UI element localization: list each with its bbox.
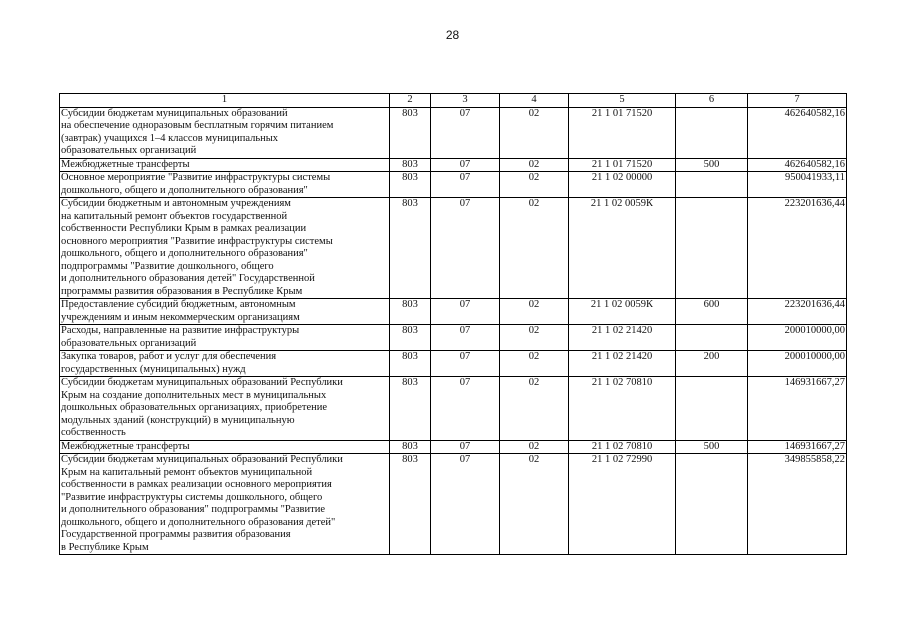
description-line: программы развития образования в Республике Крым [61, 285, 303, 297]
table-row [60, 158, 847, 172]
code-section: 07 [431, 325, 500, 351]
row-amount: 200010000,00 [748, 351, 847, 377]
description-line: Крым на создание дополнительных мест в муниципальных [61, 389, 327, 401]
description-line: и дополнительного образования" подпрограммы "Развитие [61, 504, 326, 515]
code-section: 07 [431, 440, 500, 454]
code-expense-type [676, 198, 748, 299]
code-ministry: 803 [390, 377, 431, 441]
table-row [60, 454, 847, 555]
description-line: Расходы, направленные на развитие инфраструктуры [61, 325, 300, 336]
description-line: дошкольного, общего и дополнительного образования" [61, 248, 308, 259]
row-amount: 146931667,27 [748, 440, 847, 454]
row-description [60, 325, 390, 351]
code-subsection: 02 [500, 299, 569, 325]
description-line: учреждениям и иным некоммерческим организациям [61, 311, 300, 323]
table-row [60, 172, 847, 198]
code-expense-type [676, 377, 748, 441]
code-target-article: 21 1 02 70810 [569, 440, 676, 454]
description-line: и дополнительного образования детей" Государственной [61, 273, 315, 284]
description-line: дошкольного, общего и дополнительного образования детей" [61, 516, 336, 528]
code-target-article: 21 1 01 71520 [569, 158, 676, 172]
description-line: "Развитие инфраструктуры системы дошкольного, общего [61, 491, 323, 503]
code-subsection: 02 [500, 325, 569, 351]
row-description [60, 440, 390, 454]
code-section: 07 [431, 198, 500, 299]
description-line: в Республике Крым [61, 541, 149, 553]
description-line: на обеспечение одноразовым бесплатным горячим питанием [61, 120, 334, 131]
code-expense-type: 600 [676, 299, 748, 325]
row-description [60, 351, 390, 377]
code-ministry: 803 [390, 299, 431, 325]
row-description [60, 107, 390, 158]
code-ministry: 803 [390, 454, 431, 555]
code-subsection: 02 [500, 440, 569, 454]
description-line: собственности в рамках реализации основного мероприятия [61, 479, 332, 490]
code-expense-type: 200 [676, 351, 748, 377]
description-line: дошкольных образовательных организациях, приобретение [61, 402, 328, 413]
row-amount: 200010000,00 [748, 325, 847, 351]
row-amount: 950041933,11 [748, 172, 847, 198]
code-section: 07 [431, 172, 500, 198]
description-line: (завтрак) учащихся 1–4 классов муниципальных [61, 132, 279, 144]
description-line: собственность [61, 427, 126, 438]
code-section: 07 [431, 299, 500, 325]
code-ministry: 803 [390, 440, 431, 454]
description-line: дошкольного, общего и дополнительного образования" [61, 184, 308, 196]
table-row [60, 299, 847, 325]
table-row [60, 440, 847, 454]
code-subsection: 02 [500, 172, 569, 198]
code-ministry: 803 [390, 172, 431, 198]
table-row [60, 325, 847, 351]
description-line: Государственной программы развития образования [61, 529, 291, 540]
description-line: образовательных организаций [61, 145, 197, 156]
code-ministry: 803 [390, 351, 431, 377]
code-ministry: 803 [390, 107, 431, 158]
code-target-article: 21 1 02 21420 [569, 351, 676, 377]
column-header-2: 2 [390, 94, 431, 108]
table-row [60, 351, 847, 377]
description-line: модульных зданий (конструкций) в муниципальную [61, 414, 295, 426]
column-header-4: 4 [500, 94, 569, 108]
description-line: Субсидии бюджетам муниципальных образований Республики [61, 454, 343, 465]
code-section: 07 [431, 351, 500, 377]
description-line: основного мероприятия "Развитие инфраструктуры системы [61, 235, 333, 247]
code-target-article: 21 1 02 0059К [569, 299, 676, 325]
description-line: подпрограммы "Развитие дошкольного, общего [61, 260, 274, 272]
code-section: 07 [431, 454, 500, 555]
table-row [60, 377, 847, 441]
page-number: 28 [445, 28, 460, 42]
code-section: 07 [431, 377, 500, 441]
description-line: Крым на капитальный ремонт объектов муниципальной [61, 466, 313, 478]
description-line: на капитальный ремонт объектов государственной [61, 210, 288, 222]
code-expense-type [676, 172, 748, 198]
table-row [60, 107, 847, 158]
row-amount: 462640582,16 [748, 107, 847, 158]
column-header-7: 7 [748, 94, 847, 108]
code-target-article: 21 1 02 70810 [569, 377, 676, 441]
code-subsection: 02 [500, 107, 569, 158]
code-subsection: 02 [500, 198, 569, 299]
description-line: Предоставление субсидий бюджетным, автономным [61, 299, 296, 310]
code-ministry: 803 [390, 325, 431, 351]
table-row [60, 198, 847, 299]
description-line: Основное мероприятие "Развитие инфраструктуры системы [61, 172, 331, 183]
code-target-article: 21 1 02 72990 [569, 454, 676, 555]
code-expense-type [676, 454, 748, 555]
code-expense-type: 500 [676, 440, 748, 454]
code-target-article: 21 1 02 21420 [569, 325, 676, 351]
code-subsection: 02 [500, 351, 569, 377]
description-line: Закупка товаров, работ и услуг для обеспечения [61, 351, 277, 362]
column-header-3: 3 [431, 94, 500, 108]
row-amount: 349855858,22 [748, 454, 847, 555]
description-line: собственности Республики Крым в рамках реализации [61, 223, 307, 234]
code-subsection: 02 [500, 454, 569, 555]
code-expense-type [676, 325, 748, 351]
row-description [60, 377, 390, 441]
code-ministry: 803 [390, 198, 431, 299]
row-description [60, 198, 390, 299]
row-amount: 223201636,44 [748, 299, 847, 325]
column-header-5: 5 [569, 94, 676, 108]
row-amount: 223201636,44 [748, 198, 847, 299]
budget-table [59, 93, 847, 555]
row-description [60, 454, 390, 555]
table-body [60, 107, 847, 555]
code-target-article: 21 1 02 00000 [569, 172, 676, 198]
description-line: Субсидии бюджетам муниципальных образований Республики [61, 377, 343, 388]
row-amount: 462640582,16 [748, 158, 847, 172]
description-line: Субсидии бюджетным и автономным учреждениям [61, 198, 291, 209]
description-line: образовательных организаций [61, 337, 197, 349]
description-line: Субсидии бюджетам муниципальных образований [61, 107, 288, 119]
code-section: 07 [431, 107, 500, 158]
code-subsection: 02 [500, 377, 569, 441]
code-subsection: 02 [500, 158, 569, 172]
code-ministry: 803 [390, 158, 431, 172]
row-description [60, 158, 390, 172]
code-expense-type [676, 107, 748, 158]
description-line: Межбюджетные трансферты [61, 440, 190, 452]
code-expense-type: 500 [676, 158, 748, 172]
row-amount: 146931667,27 [748, 377, 847, 441]
row-description [60, 299, 390, 325]
column-header-6: 6 [676, 94, 748, 108]
description-line: Межбюджетные трансферты [61, 158, 190, 170]
description-line: государственных (муниципальных) нужд [61, 363, 246, 375]
row-description [60, 172, 390, 198]
code-target-article: 21 1 01 71520 [569, 107, 676, 158]
column-header-1: 1 [60, 94, 390, 108]
table-header-row [60, 94, 847, 108]
code-section: 07 [431, 158, 500, 172]
code-target-article: 21 1 02 0059К [569, 198, 676, 299]
